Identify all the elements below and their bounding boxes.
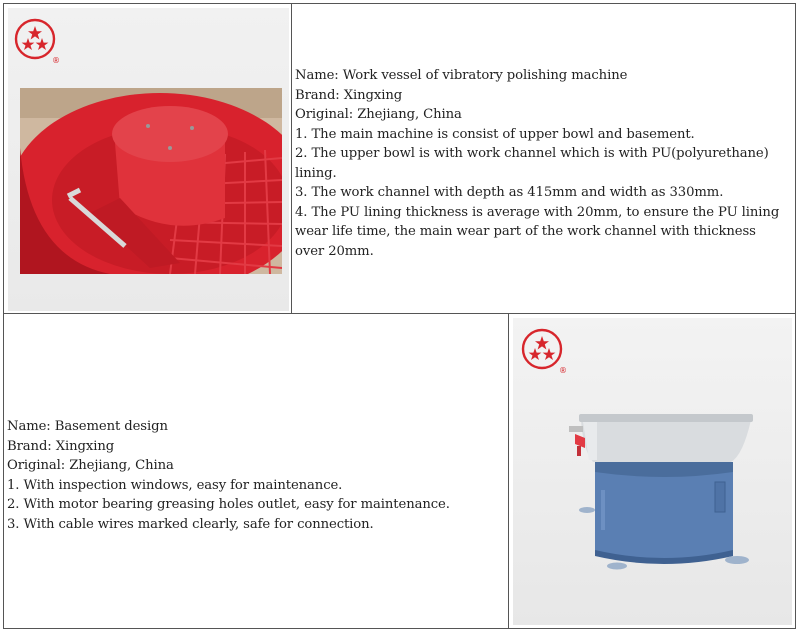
brand-logo <box>521 328 571 380</box>
red-pu-lined-bowl-photo-icon <box>20 88 282 274</box>
basement-photo-cell <box>508 313 796 629</box>
feature-point: 2. With motor bearing greasing holes outlet, easy for maintenance. <box>7 497 450 512</box>
three-star-circle-logo-icon <box>521 328 571 376</box>
product-origin: Original: Zhejiang, China <box>7 458 174 473</box>
blue-basement-photo-icon <box>561 410 761 580</box>
feature-point: 2. The upper bowl is with work channel which is with PU(polyurethane) lining. <box>295 146 769 181</box>
basement-description-cell <box>3 313 509 629</box>
feature-point: 4. The PU lining thickness is average with 20mm, to ensure the PU lining wear life time, the main wear part of the work channel with thickness over 20mm. <box>295 204 780 259</box>
registered-mark: ® <box>559 366 567 375</box>
product-brand: Brand: Xingxing <box>295 87 403 103</box>
feature-point: 3. The work channel with depth as 415mm and width as 330mm. <box>295 185 724 200</box>
basement-description <box>7 417 497 534</box>
work-vessel-photo-cell <box>3 3 292 314</box>
product-brand: Brand: Xingxing <box>7 438 115 454</box>
feature-point: 1. The main machine is consist of upper bowl and basement. <box>295 126 695 142</box>
basement-photo <box>513 318 792 625</box>
feature-point: 1. With inspection windows, easy for maintenance. <box>7 477 343 493</box>
three-star-circle-logo-icon <box>14 18 64 66</box>
product-origin: Original: Zhejiang, China <box>295 107 462 122</box>
brand-logo <box>14 18 64 70</box>
work-vessel-description <box>295 66 787 261</box>
feature-point: 3. With cable wires marked clearly, safe for connection. <box>7 516 374 532</box>
work-vessel-photo <box>8 8 289 311</box>
registered-mark: ® <box>52 56 60 65</box>
product-name: Name: Work vessel of vibratory polishing machine <box>295 68 628 83</box>
work-vessel-description-cell <box>291 3 796 314</box>
product-name: Name: Basement design <box>7 419 168 434</box>
